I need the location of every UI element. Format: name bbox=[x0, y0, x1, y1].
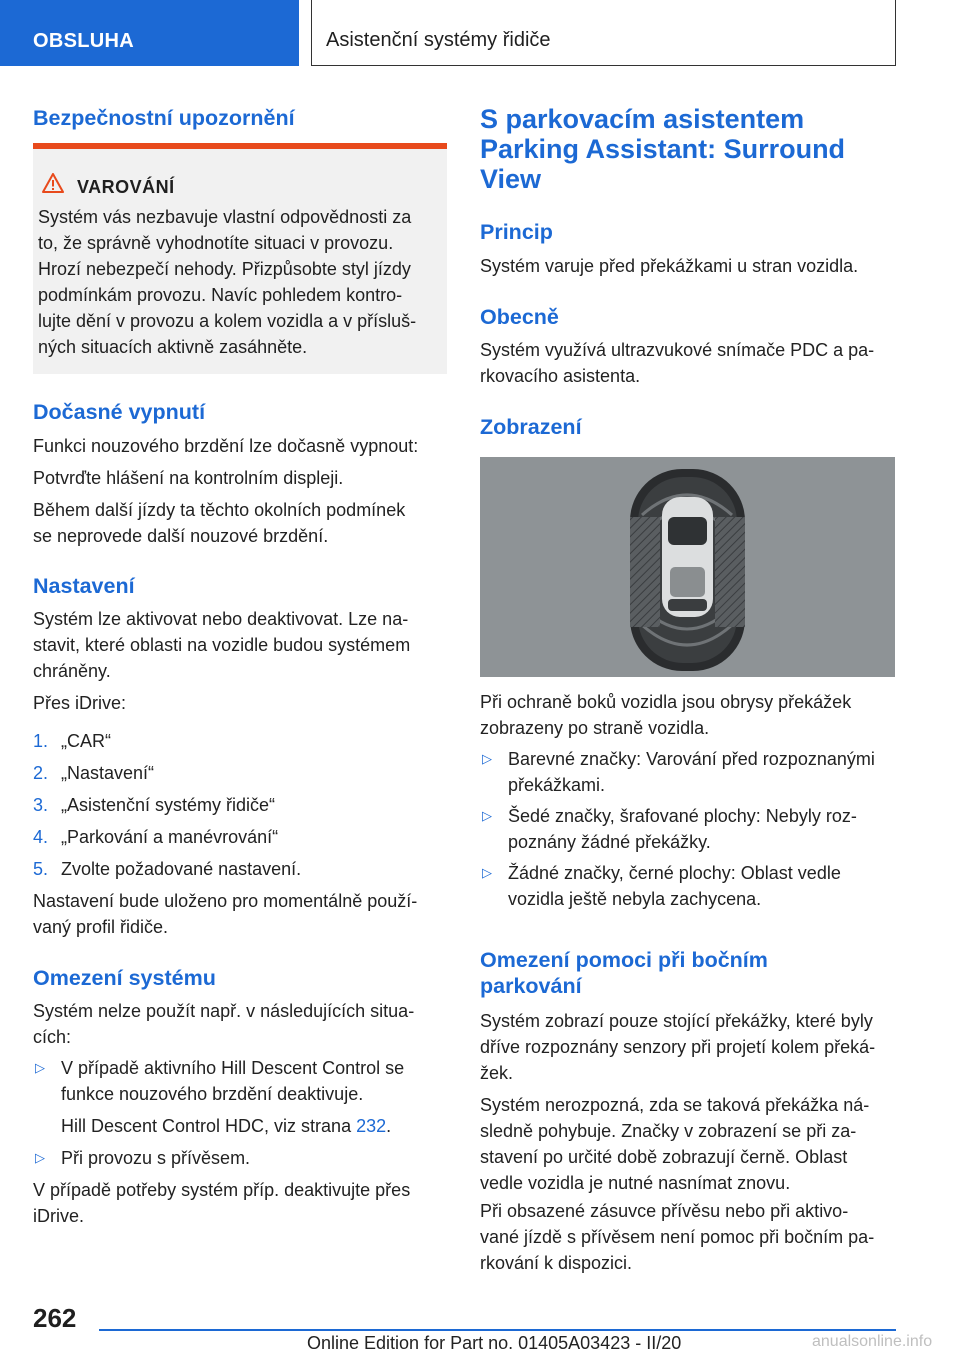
text-line: Žádné značky, černé plochy: Oblast vedle bbox=[508, 863, 841, 883]
page-link[interactable]: 232 bbox=[356, 1116, 387, 1136]
text-line: Systém lze aktivovat nebo deaktivovat. Lze na- bbox=[33, 609, 409, 629]
warning-box bbox=[33, 143, 447, 374]
text-line: iDrive. bbox=[33, 1206, 85, 1226]
text-line: V případě aktivního Hill Descent Control se bbox=[61, 1058, 405, 1078]
side-parking-paragraph bbox=[480, 1198, 895, 1276]
text-line: . bbox=[386, 1116, 392, 1136]
principle-paragraph: Systém varuje před překážkami u stran vozidla. bbox=[480, 256, 859, 276]
text-line: poznány žádné překážky. bbox=[508, 832, 711, 852]
settings-paragraph: Přes iDrive: bbox=[33, 693, 127, 713]
heading-line: Parking Assistant: Surround bbox=[480, 134, 846, 164]
warning-triangle-icon bbox=[42, 173, 64, 193]
section-label: OBSLUHA bbox=[33, 30, 134, 52]
bullet-marker-icon: ▷ bbox=[482, 751, 492, 766]
text-line: vozidla ještě nebyla zachycena. bbox=[508, 889, 762, 909]
page-number: 262 bbox=[33, 1303, 77, 1333]
text-line: vedle vozidla je nutné nasnímat znovu. bbox=[480, 1173, 791, 1193]
main-heading bbox=[480, 104, 845, 194]
temp-off-paragraph: Potvrďte hlášení na kontrolním displeji. bbox=[33, 468, 344, 488]
bullet-marker-icon: ▷ bbox=[482, 808, 492, 823]
side-parking-paragraph bbox=[480, 1092, 895, 1196]
heading-line: Omezení pomoci při bočním bbox=[480, 948, 768, 972]
text-line: Při ochraně boků vozidla jsou obrysy překážek bbox=[480, 692, 852, 712]
step-number: 3. bbox=[33, 795, 49, 815]
text-line: zobrazeny po straně vozidla. bbox=[480, 718, 710, 738]
watermark: anualsonline.info bbox=[812, 1333, 933, 1350]
principle-heading: Princip bbox=[480, 220, 553, 244]
limits-bullet bbox=[33, 1055, 447, 1135]
limits-paragraph bbox=[33, 1177, 447, 1229]
step-text: „Nastavení“ bbox=[61, 763, 155, 783]
general-paragraph bbox=[480, 337, 895, 389]
warning-label: VAROVÁNÍ bbox=[77, 177, 175, 197]
text-line: Nastavení bude uloženo pro momentálně použí- bbox=[33, 891, 418, 911]
temp-off-paragraph: Funkci nouzového brzdění lze dočasně vypnout: bbox=[33, 436, 419, 456]
warning-line: podmínkám provozu. Navíc pohledem kontro- bbox=[38, 285, 403, 305]
settings-paragraph bbox=[33, 888, 447, 940]
settings-paragraph bbox=[33, 606, 447, 684]
warning-line: to, že správně vyhodnotíte situaci v provozu. bbox=[38, 233, 394, 253]
limits-paragraph bbox=[33, 998, 447, 1050]
step-text: Zvolte požadované nastavení. bbox=[61, 859, 302, 879]
general-heading: Obecně bbox=[480, 305, 559, 329]
text-line: Systém využívá ultrazvukové snímače PDC a pa- bbox=[480, 340, 875, 360]
display-heading: Zobrazení bbox=[480, 415, 582, 439]
text-line: Systém nelze použít např. v následujících situa- bbox=[33, 1001, 415, 1021]
text-line: vané jízdě s přívěsem není pomoc při bočním pa- bbox=[480, 1227, 875, 1247]
bullet-text bbox=[61, 1055, 447, 1139]
step-number: 2. bbox=[33, 763, 49, 783]
bullet-marker-icon: ▷ bbox=[35, 1150, 45, 1165]
text-line: Během další jízdy ta těchto okolních podmínek bbox=[33, 500, 406, 520]
step-number: 1. bbox=[33, 731, 49, 751]
bullet-text bbox=[508, 746, 895, 798]
side-parking-heading bbox=[480, 947, 768, 999]
step-text: „Parkování a manévrování“ bbox=[61, 827, 279, 847]
bullet-marker-icon: ▷ bbox=[482, 865, 492, 880]
surround-view-illustration bbox=[480, 457, 895, 677]
text-line: chráněny. bbox=[33, 661, 111, 681]
bullet-text bbox=[508, 803, 895, 855]
settings-heading: Nastavení bbox=[33, 574, 135, 598]
text-line: Systém nerozpozná, zda se taková překážka ná- bbox=[480, 1095, 870, 1115]
warning-line: Systém vás nezbavuje vlastní odpovědnosti za bbox=[38, 207, 412, 227]
text-line: stavit, které oblasti na vozidle budou systémem bbox=[33, 635, 411, 655]
display-paragraph bbox=[480, 689, 895, 741]
footer-divider bbox=[99, 1329, 896, 1331]
step-text: „Asistenční systémy řidiče“ bbox=[61, 795, 276, 815]
surround-view-graphic bbox=[480, 457, 895, 677]
section-tab bbox=[0, 0, 299, 66]
step-number: 4. bbox=[33, 827, 49, 847]
text-line: stavení po určité době zobrazují černě. Oblast bbox=[480, 1147, 848, 1167]
step-number: 5. bbox=[33, 859, 49, 879]
text-line: rkovacího asistenta. bbox=[480, 366, 641, 386]
text-line: dříve rozpoznány senzory při projetí kolem překá- bbox=[480, 1037, 876, 1057]
warning-line: ných situacích aktivně zasáhněte. bbox=[38, 337, 308, 357]
limits-heading: Omezení systému bbox=[33, 966, 216, 990]
heading-line: View bbox=[480, 164, 542, 194]
bullet-marker-icon: ▷ bbox=[35, 1060, 45, 1075]
text-line: Šedé značky, šrafované plochy: Nebyly roz- bbox=[508, 806, 857, 826]
text-line: funkce nouzového brzdění deaktivuje. bbox=[61, 1084, 364, 1104]
temp-off-heading: Dočasné vypnutí bbox=[33, 400, 206, 424]
text-line: rkování k dispozici. bbox=[480, 1253, 633, 1273]
bullet-text: Při provozu s přívěsem. bbox=[61, 1148, 251, 1168]
text-line: Hill Descent Control HDC, viz strana bbox=[61, 1116, 352, 1136]
warning-line: lujte dění v provozu a kolem vozidla a v přísluš- bbox=[38, 311, 417, 331]
chapter-header bbox=[311, 0, 896, 66]
text-line: vaný profil řidiče. bbox=[33, 917, 169, 937]
text-line: překážkami. bbox=[508, 775, 606, 795]
text-line: cích: bbox=[33, 1027, 72, 1047]
text-line: sledně pohybuje. Značky v zobrazení se při za- bbox=[480, 1121, 857, 1141]
heading-line: parkování bbox=[480, 974, 582, 998]
temp-off-paragraph bbox=[33, 497, 447, 549]
text-line: žek. bbox=[480, 1063, 514, 1083]
text-line: Barevné značky: Varování před rozpoznanými bbox=[508, 749, 875, 769]
side-parking-paragraph bbox=[480, 1008, 895, 1086]
edition-text: Online Edition for Part no. 01405A03423 - II/20 bbox=[307, 1333, 682, 1353]
chapter-title: Asistenční systémy řidiče bbox=[326, 29, 551, 51]
text-line: Systém zobrazí pouze stojící překážky, které byly bbox=[480, 1011, 873, 1031]
bullet-text bbox=[508, 860, 895, 912]
safety-heading: Bezpečnostní upozornění bbox=[33, 106, 295, 130]
step-text: „CAR“ bbox=[61, 731, 111, 751]
text-line: se neprovede další nouzové brzdění. bbox=[33, 526, 329, 546]
cross-reference bbox=[61, 1113, 447, 1139]
warning-line: Hrozí nebezpečí nehody. Přizpůsobte styl jízdy bbox=[38, 259, 411, 279]
heading-line: S parkovacím asistentem bbox=[480, 104, 805, 134]
text-line: Při obsazené zásuvce přívěsu nebo při aktivo- bbox=[480, 1201, 849, 1221]
text-line: V případě potřeby systém příp. deaktivujte přes bbox=[33, 1180, 411, 1200]
warning-text bbox=[38, 204, 443, 360]
